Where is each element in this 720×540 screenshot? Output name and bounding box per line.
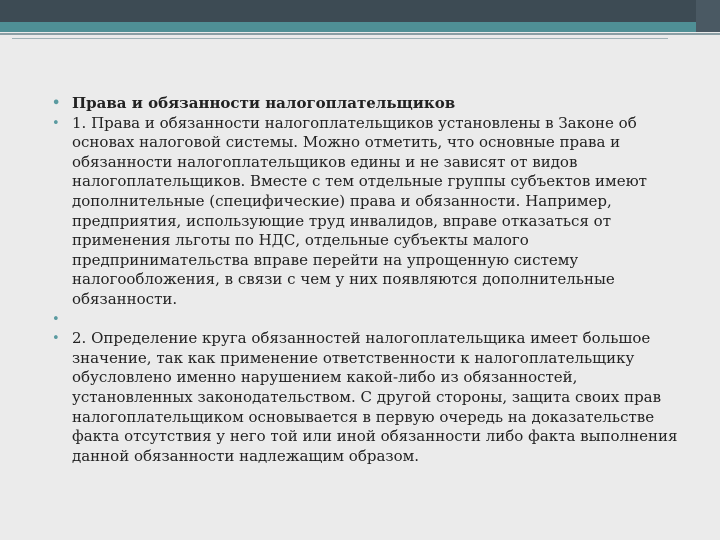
bullet-heading: • Права и обязанности налогоплательщиков (52, 94, 688, 114)
header-divider (0, 33, 720, 35)
header-band-teal (0, 22, 720, 32)
header-thin-divider (12, 38, 668, 39)
header-band-dark (0, 0, 720, 22)
bullet-list (52, 94, 688, 466)
bullet-paragraph-1: • 1. Права и обязанности налогоплательщиков установлены в Законе об основах налоговой системы. Можно отметить, что основные права и обязанности налогоплательщиков едины и не зависят от видов налогоплательщиков. Вместе с тем отдельные группы субъектов имеют дополнительные (специфические) права и обязанности. Например, предприятия, использующие труд инвалидов, вправе отказаться от применения льготы по НДС, отдельные субъекты малого предпринимательства вправе перейти на упрощенную систему налогообложения, в связи с чем у них появляются дополнительные обязанности. (52, 114, 688, 310)
bullet-empty (52, 310, 688, 330)
bullet-paragraph-2: • 2. Определение круга обязанностей налогоплательщика имеет большое значение, так как применение ответственности к налогоплательщику обусловлено именно нарушением какой-либо из обязанностей, установленных законодательством. С другой стороны, защита своих прав налогоплательщиком основывается в первую очередь на доказательстве факта отсутствия у него той или иной обязанности либо факта выполнения данной обязанности надлежащим образом. (52, 329, 688, 466)
header-corner-block (696, 0, 720, 32)
